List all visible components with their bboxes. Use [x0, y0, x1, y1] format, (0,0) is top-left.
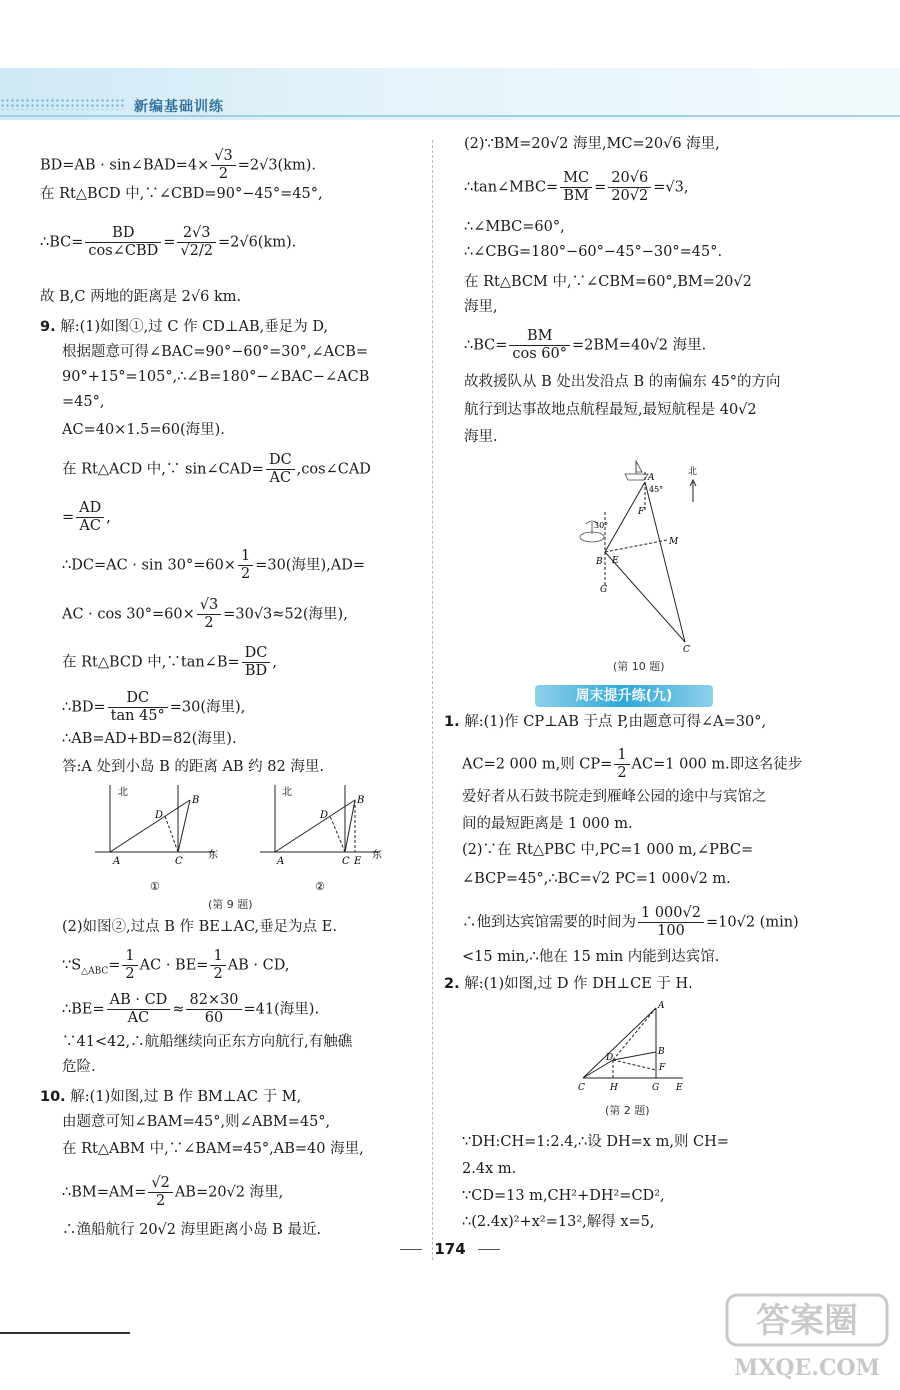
north-arrow-icon — [690, 480, 696, 502]
fraction: $\frac{BM}{\cos 60^\circ}$ — [509, 328, 570, 363]
fraction: $\frac{1}{2}$ — [614, 747, 629, 782]
fraction: $\frac{√3}{2}$ — [211, 148, 235, 183]
text-line: ∴BM=AM= $\frac{√2}{2}$ AB=20√2 海里, — [62, 1175, 284, 1209]
text-line: AC=2 000 m,则 CP= $\frac{1}{2}$ AC=1 000 m.即这名徒步 — [462, 747, 803, 781]
question-number: 10. — [40, 1089, 66, 1105]
svg-text:A: A — [648, 473, 655, 483]
header-rule — [0, 115, 900, 117]
text-line: ∠BCP=45°,∴BC=√2 PC=1 000√2 m. — [462, 871, 731, 887]
svg-text:答案圈: 答案圈 — [756, 1301, 858, 1341]
figure-2 — [578, 998, 693, 1098]
svg-text:A: A — [277, 856, 285, 867]
text-line: 在 Rt△ACD 中,∵ sin∠CAD= $\frac{DC}{AC}$ ,cos∠CAD — [62, 452, 371, 486]
text-line: ∵DH:CH=1:2.4,∴设 DH=x m,则 CH= — [462, 1134, 729, 1150]
text-line: =45°, — [62, 394, 105, 410]
svg-text:E: E — [612, 556, 619, 566]
fraction: $\frac{20√6}{20√2}$ — [608, 170, 651, 205]
fraction: $\frac{1}{2}$ — [210, 948, 225, 983]
text-line: ∴DC=AC · sin 30°=60× $\frac{1}{2}$ =30(海里),AD= — [62, 548, 365, 582]
svg-text:G: G — [600, 585, 608, 595]
svg-text:B: B — [596, 557, 603, 567]
fraction: $\frac{1}{2}$ — [238, 548, 253, 583]
header-dot-pattern — [0, 98, 125, 110]
text-line: 危险. — [62, 1059, 96, 1075]
text-line: (2)∵BM=20√2 海里,MC=20√6 海里, — [464, 136, 720, 152]
text-line: = $\frac{AD}{AC}$ , — [62, 500, 111, 534]
text-line: 在 Rt△ABM 中,∵∠BAM=45°,AB=40 海里, — [62, 1141, 364, 1157]
text-line: ∴AB=AD+BD=82(海里). — [62, 731, 237, 747]
svg-text:B: B — [357, 795, 365, 806]
text-line: ∴他到达宾馆需要的时间为 $\frac{1 000√2}{100}$ =10√2 (min) — [462, 905, 799, 939]
svg-text:A: A — [113, 856, 121, 867]
text-line: AC · cos 30°=60× $\frac{√3}{2}$ =30√3≈52(海里), — [62, 597, 348, 631]
text-line: AC=40×1.5=60(海里). — [62, 422, 225, 438]
fraction: $\frac{AB \cdot CD}{AC}$ — [107, 992, 171, 1027]
figure-10-caption: (第 10 题) — [613, 660, 665, 673]
text-line: 在 Rt△BCD 中,∵tan∠B= $\frac{DC}{BD}$ , — [62, 645, 277, 679]
text-line: ∴渔船航行 20√2 海里距离小岛 B 最近. — [62, 1222, 322, 1238]
text-line: (2)∵在 Rt△PBC 中,PC=1 000 m,∠PBC= — [462, 842, 754, 858]
header-title: 新编基础训练 — [134, 99, 224, 115]
text-line: 海里. — [464, 429, 498, 445]
figure-2-caption: (第 2 题) — [605, 1104, 650, 1117]
svg-text:C: C — [342, 856, 350, 867]
figure-9-sub2: ② — [315, 880, 325, 893]
fraction: $\frac{√3}{2}$ — [197, 597, 221, 632]
text-line: 爱好者从石鼓书院走到雁峰公园的途中与宾馆之 — [462, 789, 767, 805]
svg-text:东: 东 — [208, 850, 218, 861]
text-line: ∴tan∠MBC= $\frac{MC}{BM}$ = $\frac{20√6}{20√2}$ =√3, — [464, 170, 689, 204]
svg-text:E: E — [354, 856, 362, 867]
text-line: ∵41<42,∴航船继续向正东方向航行,有触礁 — [62, 1034, 353, 1050]
figure-9-sub1: ① — [150, 880, 160, 893]
watermark-logo — [722, 1290, 892, 1385]
svg-text:北: 北 — [282, 787, 292, 798]
fraction: $\frac{1 000√2}{100}$ — [638, 905, 704, 940]
text-line: 答:A 处到小岛 B 的距离 AB 约 82 海里. — [62, 759, 324, 775]
text-line: ∴BC= $\frac{BD}{\text{cos∠CBD}}$ = $\frac{2√3}{√2/2}$ =2√6(km). — [40, 225, 297, 259]
svg-text:A: A — [658, 1001, 665, 1011]
question-number: 1. — [444, 714, 460, 730]
svg-text:F: F — [659, 1063, 666, 1073]
text-line: 航行到达事故地点航程最短,最短航程是 40√2 — [464, 402, 757, 418]
text-line: ∴∠CBG=180°−60°−45°−30°=45°. — [464, 244, 723, 260]
question-number: 9. — [40, 319, 56, 335]
fraction: $\frac{1}{2}$ — [122, 948, 137, 983]
text-line: 根据题意可得∠BAC=90°−60°=30°,∠ACB= — [62, 344, 369, 360]
svg-text:C: C — [683, 645, 690, 652]
figure-9 — [90, 780, 410, 905]
fraction: $\frac{DC}{BD}$ — [242, 645, 271, 680]
fraction: $\frac{√2}{2}$ — [148, 1175, 172, 1210]
fraction: $\frac{MC}{BM}$ — [560, 170, 592, 205]
figure-9-caption: (第 9 题) — [208, 898, 253, 911]
fraction: $\frac{AD}{AC}$ — [76, 500, 104, 535]
text-line: (2)如图②,过点 B 作 BE⊥AC,垂足为点 E. — [62, 919, 337, 935]
page-header — [0, 68, 900, 120]
svg-text:B: B — [192, 795, 200, 806]
svg-text:H: H — [610, 1083, 618, 1093]
text-line: ∵CD=13 m,CH²+DH²=CD², — [462, 1188, 665, 1204]
svg-text:B: B — [658, 1047, 665, 1057]
text-line: 海里, — [464, 299, 498, 315]
fraction: $\frac{BD}{\text{cos∠CBD}}$ — [85, 225, 161, 260]
svg-text:北: 北 — [688, 467, 698, 477]
text-line: ∴BE= $\frac{AB \cdot CD}{AC}$ ≈ $\frac{82\times 30}{60}$ =41(海里). — [62, 992, 320, 1026]
fraction: $\frac{2√3}{√2/2}$ — [177, 225, 216, 260]
svg-text:MXQE.COM: MXQE.COM — [733, 1355, 881, 1381]
svg-text:30°: 30° — [594, 521, 609, 530]
svg-text:C: C — [578, 1083, 585, 1093]
text-line: 故 B,C 两地的距离是 2√6 km. — [40, 289, 242, 305]
text-line: 90°+15°=105°,∴∠B=180°−∠BAC−∠ACB — [62, 369, 370, 385]
svg-text:D: D — [155, 810, 164, 821]
page-number: 174 — [0, 1240, 900, 1258]
svg-text:东: 东 — [372, 850, 382, 861]
svg-text:C: C — [175, 856, 183, 867]
text-line: BD=AB · sin∠BAD=4× $\frac{√3}{2}$ =2√3(km). — [40, 148, 317, 182]
text-line: <15 min,∴他在 15 min 内能到达宾馆. — [462, 949, 720, 965]
svg-text:45°: 45° — [649, 485, 664, 494]
text-line: 10. 解:(1)如图,过 B 作 BM⊥AC 于 M, — [40, 1089, 302, 1105]
text-line: 2.4x m. — [462, 1161, 517, 1177]
text-line: ∴∠MBC=60°, — [464, 219, 565, 235]
question-number: 2. — [444, 976, 460, 992]
figure-10 — [570, 452, 720, 652]
svg-text:D: D — [606, 1053, 614, 1063]
fraction: $\frac{82\times 30}{60}$ — [186, 992, 241, 1027]
text-line: 在 Rt△BCM 中,∵∠CBM=60°,BM=20√2 — [464, 274, 752, 290]
text-line: 故救援队从 B 处出发沿点 B 的南偏东 45°的方向 — [464, 374, 781, 390]
svg-text:F: F — [638, 507, 645, 517]
text-line: 间的最短距离是 1 000 m. — [462, 816, 633, 832]
fraction: $\frac{DC}{\tan 45^\circ}$ — [108, 690, 168, 725]
column-divider — [432, 140, 433, 1260]
text-line: ∴BD= $\frac{DC}{\tan 45^\circ}$ =30(海里), — [62, 690, 246, 724]
text-line: 1. 解:(1)作 CP⊥AB 于点 P,由题意可得∠A=30°, — [444, 714, 767, 730]
text-line: $\because S_{\triangle ABC}=$ $\frac{1}{2}$ AC · BE= $\frac{1}{2}$ AB · CD, — [62, 948, 290, 982]
text-line: ∴BC= $\frac{BM}{\cos 60^\circ}$ =2BM=40√2 海里. — [464, 328, 707, 362]
fraction: $\frac{DC}{AC}$ — [266, 452, 295, 487]
bottom-rule — [0, 1332, 130, 1334]
svg-text:E: E — [676, 1083, 683, 1093]
text-line: 2. 解:(1)如图,过 D 作 DH⊥CE 于 H. — [444, 976, 693, 992]
svg-text:G: G — [652, 1083, 660, 1093]
north-label: 北 — [118, 787, 128, 798]
text-line: ∴(2.4x)²+x²=13²,解得 x=5, — [462, 1214, 655, 1230]
text-line: 由题意可知∠BAM=45°,则∠ABM=45°, — [62, 1114, 331, 1130]
text-line: 9. 解:(1)如图①,过 C 作 CD⊥AB,垂足为 D, — [40, 319, 329, 335]
svg-text:D: D — [320, 810, 329, 821]
section-banner-title: 周末提升练(九) — [575, 688, 673, 704]
text-line: 在 Rt△BCD 中,∵∠CBD=90°−45°=45°, — [40, 186, 323, 202]
section-banner — [535, 685, 713, 707]
svg-text:M: M — [669, 537, 679, 547]
